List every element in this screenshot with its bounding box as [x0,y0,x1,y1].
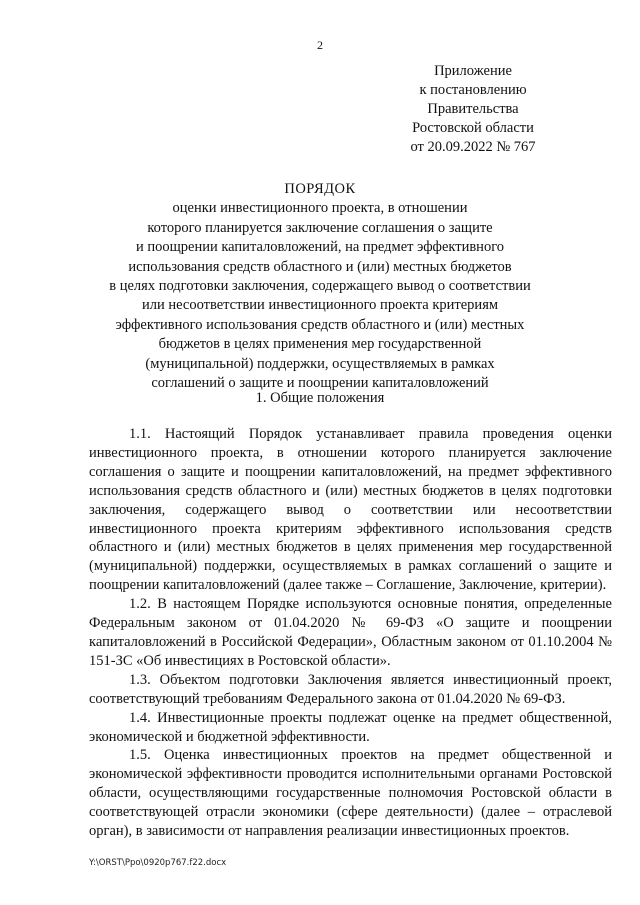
title-line: эффективного использования средств областного и (или) местных [115,316,525,333]
title-line: которого планируется заключение соглашения о защите [147,219,493,236]
paragraph-1-2: 1.2. В настоящем Порядке используются основные понятия, определенные Федеральным законом от 01.04.2020 № 69-ФЗ «О защите и поощрении капиталовложений в Российской Федерации», Областным законом от 01.10.2004 № 151-ЗС «Об инвестициях в Ростовской области». [89,596,612,669]
appendix-line: Ростовской области [412,120,534,136]
appendix-block [363,62,583,157]
appendix-line: Правительства [427,101,519,117]
body-text [89,425,612,841]
paragraph-1-5: 1.5. Оценка инвестиционных проектов на предмет общественной и экономической эффективности проводится исполнительными органами Ростовской области, осуществляющими государственные полномочия Ростовской области в соответствующей отрасли экономики (сфере деятельности) (далее – отраслевой орган), в зависимости от направления реализации инвестиционных проектов. [89,747,612,840]
paragraph-1-1: 1.1. Настоящий Порядок устанавливает правила проведения оценки инвестиционного проекта, в отношении которого планируется заключение соглашения о защите и поощрении капиталовложений, на предмет эффективного использования средств областного и (или) местных бюджетов в целях подготовки заключения, содержащего вывод о соответствии или несоответствии инвестиционного проекта критериям эффективного использования средств областного и (или) местных бюджетов в целях применения мер государственной (муниципальной) поддержки, осуществляемых в рамках соглашений о защите и поощрении капиталовложений (далее также – Соглашение, Заключение, критерии). [89,426,612,594]
title-heading: ПОРЯДОК [284,181,356,197]
title-line: или несоответствии инвестиционного проекта критериям [141,297,499,314]
title-line: бюджетов в целях применения мер государственной [158,336,482,353]
appendix-line: к постановлению [419,82,527,98]
section-heading: 1. Общие положения [255,390,385,406]
title-line: использования средств областного и (или) местных бюджетов [128,258,512,275]
appendix-line: Приложение [434,63,512,79]
title-line: (муниципальной) поддержки, осуществляемых в рамках [145,355,495,372]
paragraph-1-3: 1.3. Объектом подготовки Заключения является инвестиционный проект, соответствующий требованиям Федерального закона от 01.04.2020 № 69-ФЗ. [89,671,612,707]
footer-file-path: Y:\ORST\Ppo\0920p767.f22.docx [89,858,227,868]
title-line: и поощрении капиталовложений, на предмет эффективного [135,239,505,256]
page-number: 2 [317,38,323,52]
paragraph-1-4: 1.4. Инвестиционные проекты подлежат оценке на предмет общественной, экономической и бюджетной эффективности. [89,709,612,745]
title-line: оценки инвестиционного проекта, в отношении [172,200,468,217]
appendix-line: от 20.09.2022 № 767 [410,139,536,155]
title-line: в целях подготовки заключения, содержащего вывод о соответствии [109,278,531,295]
title-line: соглашений о защите и поощрении капиталовложений [151,375,489,392]
document-title [80,180,560,393]
